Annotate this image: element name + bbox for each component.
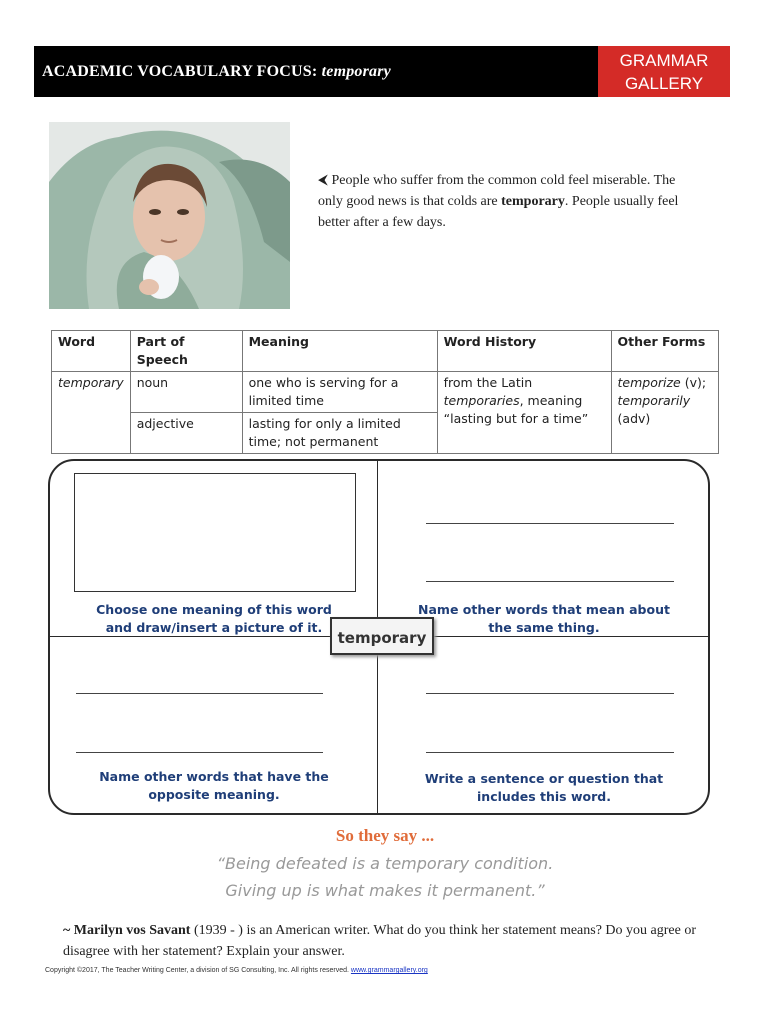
intro-text-after: . People usually feel better after a few days. bbox=[318, 194, 679, 230]
intro-bold-word: temporary bbox=[501, 194, 565, 209]
logo-line-2: GALLERY bbox=[624, 74, 704, 93]
copyright-text: Copyright ©2017, The Teacher Writing Center, a division of SG Consulting, Inc. All rights reserved. bbox=[45, 967, 351, 974]
header-word-history: Word History bbox=[437, 331, 611, 372]
drawing-box[interactable] bbox=[74, 473, 356, 592]
intro-paragraph bbox=[318, 170, 698, 233]
quote-line-2: Giving up is what makes it permanent.” bbox=[225, 881, 545, 900]
caption-draw-picture: Choose one meaning of this word and draw/insert a picture of it. bbox=[96, 602, 332, 635]
caption-sentence: Write a sentence or question that includes this word. bbox=[424, 771, 664, 804]
synonym-answer-line-2[interactable] bbox=[426, 581, 674, 582]
antonym-answer-line-1[interactable] bbox=[76, 693, 323, 694]
grammar-gallery-logo bbox=[598, 46, 730, 97]
center-vocabulary-word: temporary bbox=[330, 617, 434, 655]
table-row bbox=[52, 372, 719, 413]
pos-cell: noun bbox=[130, 372, 242, 413]
form-temporarily-tag: (adv) bbox=[617, 411, 651, 426]
quote-prompt-text: (1939 - ) is an American writer. What do you think her statement means? Do you agree or disagree with her statement? Explain your answer. bbox=[63, 923, 697, 959]
quote-author: ~ Marilyn vos Savant bbox=[63, 923, 191, 938]
intro-text-before: People who suffer from the common cold feel miserable. The only good news is that colds are bbox=[318, 173, 676, 209]
website-link[interactable]: www.grammargallery.org bbox=[350, 967, 428, 974]
antonym-answer-line-2[interactable] bbox=[76, 752, 323, 753]
history-latin: temporaries bbox=[443, 393, 520, 408]
vocabulary-table bbox=[51, 330, 719, 454]
caption-synonyms: Name other words that mean about the same thing. bbox=[418, 602, 670, 635]
copyright-footer bbox=[45, 967, 745, 974]
pos-cell: adjective bbox=[130, 413, 242, 454]
header-bar bbox=[34, 46, 730, 97]
word-cell: temporary bbox=[52, 372, 131, 454]
form-temporarily: temporarily bbox=[617, 393, 691, 408]
quote-text bbox=[0, 850, 770, 904]
sentence-answer-line-2[interactable] bbox=[426, 752, 674, 753]
header-part-of-speech: Part of Speech bbox=[130, 331, 242, 372]
header-meaning: Meaning bbox=[242, 331, 437, 372]
history-suffix: , meaning “lasting but for a time” bbox=[443, 393, 589, 426]
header-word: Word bbox=[52, 331, 131, 372]
page-title bbox=[42, 63, 391, 81]
synonym-answer-line-1[interactable] bbox=[426, 523, 674, 524]
left-arrow-icon: ⮜ bbox=[318, 173, 328, 188]
sick-person-photo bbox=[49, 122, 290, 309]
sentence-answer-line-1[interactable] bbox=[426, 693, 674, 694]
history-prefix: from the Latin bbox=[443, 375, 533, 390]
meaning-cell: one who is serving for a limited time bbox=[242, 372, 437, 413]
quote-line-1: “Being defeated is a temporary condition. bbox=[216, 854, 554, 873]
logo-line-1: GRAMMAR bbox=[619, 51, 709, 70]
table-header-row bbox=[52, 331, 719, 372]
quote-prompt bbox=[63, 920, 708, 962]
caption-antonyms: Name other words that have the opposite meaning. bbox=[99, 769, 329, 802]
title-word: temporary bbox=[321, 63, 391, 80]
meaning-cell: lasting for only a limited time; not permanent bbox=[242, 413, 437, 454]
title-prefix: ACADEMIC VOCABULARY FOCUS: bbox=[42, 63, 322, 80]
form-temporize: temporize bbox=[617, 375, 681, 390]
quote-section-title: So they say ... bbox=[335, 826, 435, 845]
form-temporize-tag: (v); bbox=[680, 375, 707, 390]
other-forms-cell bbox=[611, 372, 718, 454]
header-other-forms: Other Forms bbox=[611, 331, 718, 372]
history-cell bbox=[437, 372, 611, 454]
